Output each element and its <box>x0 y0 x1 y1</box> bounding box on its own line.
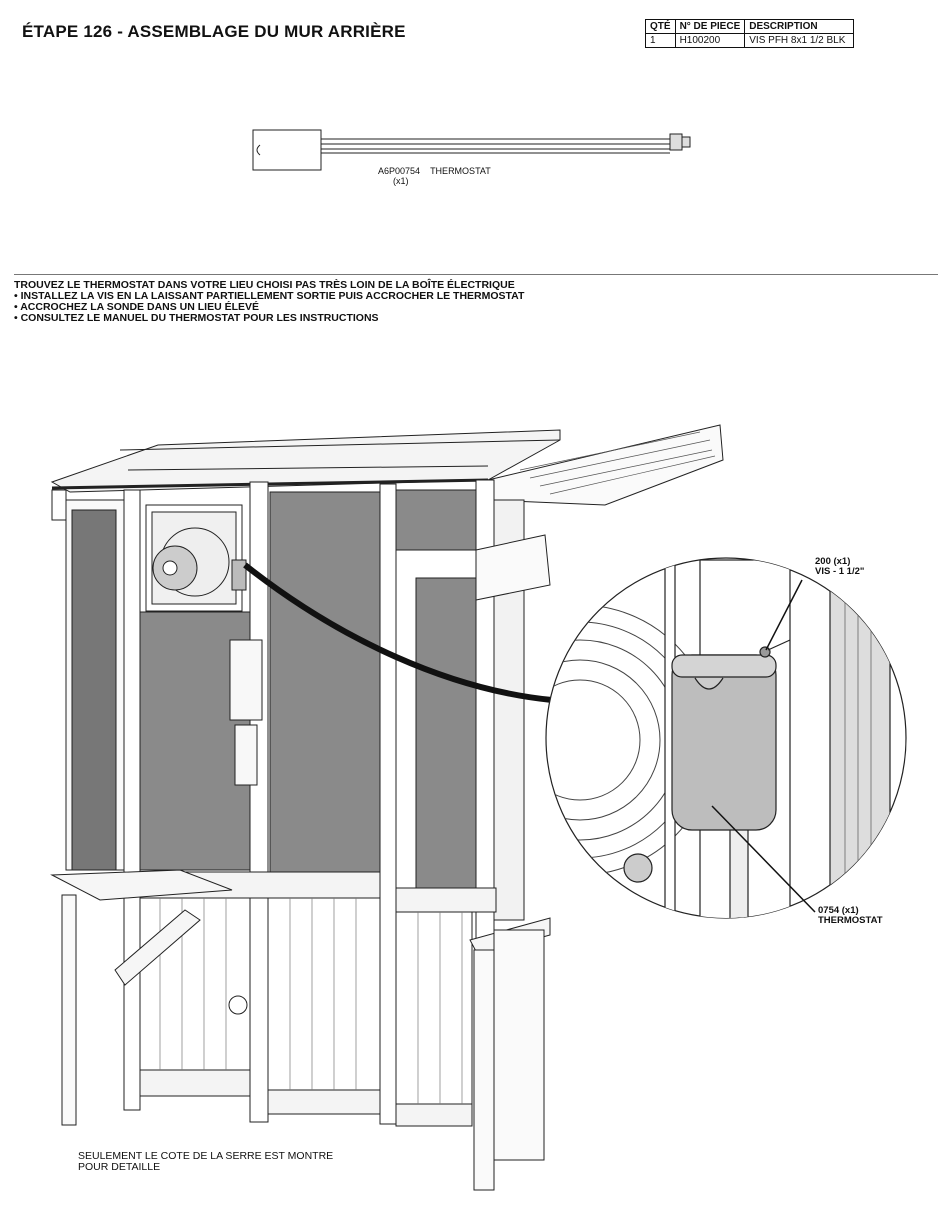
instructions-block <box>14 280 524 324</box>
instruction-line: • INSTALLEZ LA VIS EN LA LAISSANT PARTIELLEMENT SORTIE PUIS ACCROCHER LE THERMOSTAT <box>14 290 525 302</box>
part-name: THERMOSTAT <box>430 166 491 176</box>
footnote <box>78 1151 333 1173</box>
footnote-line: POUR DETAILLE <box>78 1161 161 1173</box>
column-header-part-number: N° DE PIECE <box>675 20 745 34</box>
part-code-label <box>378 166 491 176</box>
footnote-line: SEULEMENT LE COTE DE LA SERRE EST MONTRE <box>78 1150 334 1162</box>
instruction-line: • ACCROCHEZ LA SONDE DANS UN LIEU ÉLEVÉ <box>14 301 259 313</box>
screw-callout <box>815 557 864 577</box>
thermostat-part-illustration <box>253 130 690 170</box>
instruction-line: TROUVEZ LE THERMOSTAT DANS VOTRE LIEU CHOISI PAS TRÈS LOIN DE LA BOÎTE ÉLECTRIQUE <box>14 279 515 291</box>
screw-callout-qty: 200 (x1) <box>815 556 851 567</box>
page-title: ÉTAPE 126 - ASSEMBLAGE DU MUR ARRIÈRE <box>22 22 406 41</box>
thermostat-callout <box>818 906 883 926</box>
part-code: A6P00754 <box>378 166 421 176</box>
cell-qty: 1 <box>646 34 676 48</box>
cell-description: VIS PFH 8x1 1/2 BLK <box>745 34 854 48</box>
screw-callout-desc: VIS - 1 1/2" <box>815 566 865 577</box>
column-header-qty: QTÉ <box>646 20 676 34</box>
thermostat-body <box>672 655 776 830</box>
cell-part-number: H100200 <box>675 34 745 48</box>
section-divider <box>14 274 938 275</box>
thermostat-callout-qty: 0754 (x1) <box>818 905 859 916</box>
instruction-line: • CONSULTEZ LE MANUEL DU THERMOSTAT POUR LES INSTRUCTIONS <box>14 312 379 324</box>
column-header-description: DESCRIPTION <box>745 20 854 34</box>
part-qty: (x1) <box>393 176 409 186</box>
thermostat-callout-desc: THERMOSTAT <box>818 915 883 926</box>
